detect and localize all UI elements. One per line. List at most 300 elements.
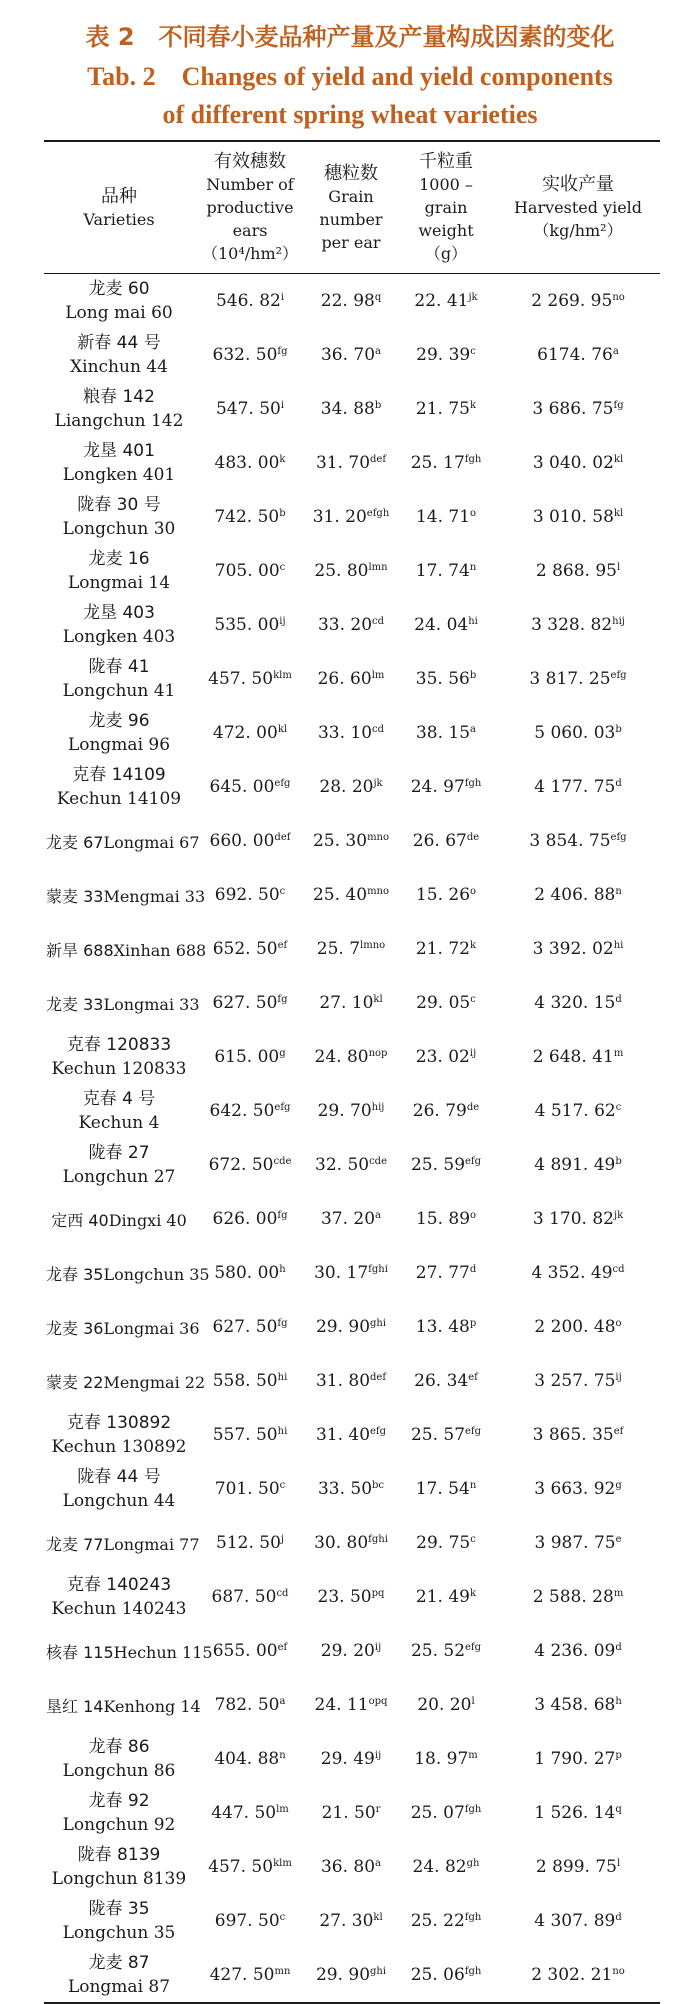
value: 14. 71 bbox=[415, 507, 471, 527]
significance-letters: fg bbox=[277, 1210, 288, 1221]
value: 25. 52 bbox=[410, 1641, 466, 1661]
variety-cn: 陇春 44 号 bbox=[77, 1467, 161, 1487]
cell-variety bbox=[44, 1138, 194, 1192]
value: 34. 88 bbox=[320, 399, 375, 419]
value: 18. 97 bbox=[414, 1749, 469, 1769]
caption-chinese: 表 2 不同春小麦品种产量及产量构成因素的变化 bbox=[85, 23, 615, 51]
cell-variety bbox=[44, 328, 194, 382]
table-row bbox=[44, 274, 660, 329]
variety-en: Longchun 41 bbox=[62, 681, 176, 701]
cell-thousand-grain-weight bbox=[396, 1408, 496, 1462]
variety-en: Long mai 60 bbox=[65, 303, 173, 323]
variety-en: Xinchun 44 bbox=[70, 357, 168, 377]
cell-variety bbox=[44, 1462, 194, 1516]
value: 21. 72 bbox=[415, 939, 470, 959]
table-row bbox=[44, 1732, 660, 1786]
variety-cn: 克春 14109 bbox=[72, 765, 166, 785]
cell-thousand-grain-weight bbox=[396, 1300, 496, 1354]
value: 24. 80 bbox=[314, 1047, 369, 1067]
cell-thousand-grain-weight bbox=[396, 976, 496, 1030]
cell-productive-ears bbox=[194, 1678, 306, 1732]
value: 26. 34 bbox=[414, 1371, 469, 1391]
cell-grain-number bbox=[306, 868, 396, 922]
significance-letters: c bbox=[615, 1102, 622, 1113]
value: 557. 50 bbox=[212, 1425, 278, 1445]
variety-en: Hechun 115 bbox=[113, 1642, 213, 1662]
value: 33. 10 bbox=[317, 723, 373, 743]
value: 29. 20 bbox=[320, 1641, 375, 1661]
significance-letters: mno bbox=[367, 832, 390, 843]
value: 672. 50 bbox=[208, 1155, 274, 1175]
table-row bbox=[44, 652, 660, 706]
variety-cn: 龙麦 36 bbox=[46, 1318, 104, 1338]
significance-letters: mno bbox=[367, 886, 390, 897]
variety-cn: 新春 44 号 bbox=[77, 333, 161, 353]
cell-variety bbox=[44, 1516, 200, 1570]
variety-cn: 龙春 35 bbox=[46, 1264, 104, 1284]
cell-harvested-yield bbox=[496, 1840, 660, 1894]
significance-letters: fgh bbox=[464, 454, 482, 465]
cell-grain-number bbox=[306, 922, 396, 976]
cell-harvested-yield bbox=[496, 1678, 660, 1732]
significance-letters: kl bbox=[613, 508, 624, 519]
value: 25. 17 bbox=[410, 453, 465, 473]
cell-thousand-grain-weight bbox=[396, 1138, 496, 1192]
cell-harvested-yield bbox=[496, 328, 660, 382]
value: 701. 50 bbox=[214, 1479, 280, 1499]
variety-cn: 新旱 688 bbox=[46, 940, 114, 960]
value: 17. 54 bbox=[415, 1479, 470, 1499]
significance-letters: n bbox=[469, 1480, 477, 1491]
header-tkw-cn: 千粒重 bbox=[419, 151, 473, 172]
value: 30. 17 bbox=[314, 1263, 369, 1283]
cell-variety bbox=[44, 1354, 206, 1408]
significance-letters: o bbox=[470, 1210, 477, 1221]
cell-grain-number bbox=[306, 1462, 396, 1516]
variety-en: Longchun 35 bbox=[62, 1923, 176, 1943]
header-grain-en: Grain number per ear bbox=[319, 186, 383, 252]
significance-letters: ghi bbox=[370, 1966, 387, 1977]
significance-letters: opq bbox=[368, 1696, 388, 1707]
cell-harvested-yield bbox=[496, 976, 660, 1030]
significance-letters: kl bbox=[613, 454, 624, 465]
cell-productive-ears bbox=[194, 1300, 306, 1354]
cell-productive-ears bbox=[194, 1732, 306, 1786]
value: 31. 80 bbox=[315, 1371, 371, 1391]
header-harvested-yield bbox=[496, 141, 660, 274]
value: 3 010. 58 bbox=[532, 507, 614, 527]
variety-cn: 龙麦 96 bbox=[88, 711, 150, 731]
value: 457. 50 bbox=[208, 1857, 274, 1877]
cell-harvested-yield bbox=[496, 1732, 660, 1786]
cell-grain-number bbox=[306, 1408, 396, 1462]
cell-harvested-yield bbox=[496, 1894, 660, 1948]
value: 483. 00 bbox=[214, 453, 280, 473]
significance-letters: ij bbox=[374, 1750, 382, 1761]
cell-thousand-grain-weight bbox=[396, 274, 496, 329]
value: 24. 82 bbox=[412, 1857, 467, 1877]
variety-en: Liangchun 142 bbox=[54, 411, 184, 431]
cell-grain-number bbox=[306, 1570, 396, 1624]
variety-cn: 龙垦 403 bbox=[83, 603, 155, 623]
value: 642. 50 bbox=[209, 1101, 275, 1121]
value: 29. 70 bbox=[317, 1101, 372, 1121]
cell-variety bbox=[44, 760, 194, 814]
variety-cn: 龙麦 60 bbox=[88, 279, 150, 299]
cell-productive-ears bbox=[194, 760, 306, 814]
value: 22. 98 bbox=[320, 291, 375, 311]
variety-cn: 粮春 142 bbox=[83, 387, 155, 407]
cell-thousand-grain-weight bbox=[396, 814, 496, 868]
variety-cn: 蒙麦 33 bbox=[46, 886, 104, 906]
significance-letters: hij bbox=[612, 616, 625, 627]
value: 2 868. 95 bbox=[535, 561, 617, 581]
caption-english-line-1: Tab. 2 Changes of yield and yield components bbox=[87, 62, 613, 91]
table-row bbox=[44, 1570, 660, 1624]
significance-letters: ef bbox=[468, 1372, 478, 1383]
table-caption bbox=[0, 16, 700, 134]
value: 427. 50 bbox=[209, 1965, 275, 1985]
cell-thousand-grain-weight bbox=[396, 1840, 496, 1894]
value: 26. 67 bbox=[412, 831, 467, 851]
variety-en: Xinhan 688 bbox=[113, 940, 207, 960]
significance-letters: d bbox=[615, 1642, 622, 1653]
cell-productive-ears bbox=[194, 868, 306, 922]
value: 25. 57 bbox=[410, 1425, 466, 1445]
significance-letters: c bbox=[470, 994, 476, 1005]
value: 1 526. 14 bbox=[534, 1803, 616, 1823]
cell-harvested-yield bbox=[496, 1354, 660, 1408]
variety-en: Mengmai 33 bbox=[103, 886, 206, 906]
header-ears-cn: 有效穗数 bbox=[214, 151, 286, 172]
value: 21. 75 bbox=[415, 399, 470, 419]
cell-thousand-grain-weight bbox=[396, 1678, 496, 1732]
value: 2 406. 88 bbox=[534, 885, 616, 905]
significance-letters: jk bbox=[373, 778, 383, 789]
cell-harvested-yield bbox=[496, 814, 660, 868]
variety-en: Longmai 14 bbox=[67, 573, 171, 593]
value: 25. 7 bbox=[316, 939, 361, 959]
variety-en: Mengmai 22 bbox=[103, 1372, 206, 1392]
variety-cn: 克春 140243 bbox=[66, 1575, 172, 1595]
value: 652. 50 bbox=[212, 939, 278, 959]
significance-letters: d bbox=[469, 1264, 477, 1275]
cell-harvested-yield bbox=[496, 1948, 660, 2003]
cell-variety bbox=[44, 976, 200, 1030]
variety-en: Kechun 14109 bbox=[56, 789, 182, 809]
variety-en: Kechun 4 bbox=[78, 1113, 160, 1133]
cell-productive-ears bbox=[194, 1138, 306, 1192]
variety-cn: 陇春 27 bbox=[88, 1143, 150, 1163]
table-row bbox=[44, 1084, 660, 1138]
caption-english-line-2: of different spring wheat varieties bbox=[162, 100, 538, 129]
significance-letters: h bbox=[279, 1264, 286, 1275]
value: 2 269. 95 bbox=[531, 291, 613, 311]
header-variety-en: Varieties bbox=[83, 209, 155, 229]
significance-letters: g bbox=[279, 1048, 286, 1059]
value: 3 854. 75 bbox=[529, 831, 611, 851]
cell-grain-number bbox=[306, 490, 396, 544]
cell-harvested-yield bbox=[496, 706, 660, 760]
significance-letters: efg bbox=[465, 1426, 482, 1437]
significance-letters: r bbox=[375, 1804, 381, 1815]
value: 27. 77 bbox=[415, 1263, 470, 1283]
header-ears-unit: （10⁴/hm²） bbox=[201, 244, 299, 263]
cell-thousand-grain-weight bbox=[396, 1732, 496, 1786]
value: 25. 59 bbox=[410, 1155, 466, 1175]
significance-letters: a bbox=[470, 724, 477, 735]
cell-grain-number bbox=[306, 1948, 396, 2003]
significance-letters: l bbox=[616, 1858, 621, 1869]
significance-letters: efg bbox=[370, 1426, 387, 1437]
cell-grain-number bbox=[306, 1516, 396, 1570]
table-row bbox=[44, 490, 660, 544]
significance-letters: fgh bbox=[464, 778, 482, 789]
value: 31. 40 bbox=[315, 1425, 371, 1445]
cell-grain-number bbox=[306, 1894, 396, 1948]
significance-letters: fg bbox=[277, 994, 288, 1005]
cell-variety bbox=[44, 652, 194, 706]
value: 512. 50 bbox=[216, 1533, 281, 1553]
value: 33. 50 bbox=[317, 1479, 373, 1499]
variety-en: Kechun 130892 bbox=[51, 1437, 187, 1457]
variety-en: Dingxi 40 bbox=[108, 1210, 187, 1230]
table-row bbox=[44, 922, 660, 976]
variety-en: Longchun 30 bbox=[62, 519, 176, 539]
table-row bbox=[44, 868, 660, 922]
cell-thousand-grain-weight bbox=[396, 598, 496, 652]
value: 23. 50 bbox=[317, 1587, 372, 1607]
significance-letters: gh bbox=[466, 1858, 480, 1869]
table-header bbox=[44, 141, 660, 274]
value: 26. 60 bbox=[317, 669, 372, 689]
significance-letters: a bbox=[612, 346, 619, 357]
cell-grain-number bbox=[306, 382, 396, 436]
significance-letters: g bbox=[615, 1480, 622, 1491]
value: 4 177. 75 bbox=[534, 777, 616, 797]
table-row bbox=[44, 436, 660, 490]
value: 25. 07 bbox=[410, 1803, 465, 1823]
cell-productive-ears bbox=[194, 652, 306, 706]
cell-variety bbox=[44, 814, 200, 868]
cell-grain-number bbox=[306, 598, 396, 652]
cell-harvested-yield bbox=[496, 382, 660, 436]
significance-letters: no bbox=[612, 292, 625, 303]
significance-letters: o bbox=[470, 508, 477, 519]
table-row bbox=[44, 1408, 660, 1462]
significance-letters: def bbox=[370, 1372, 387, 1383]
significance-letters: k bbox=[470, 1588, 477, 1599]
significance-letters: b bbox=[615, 1156, 622, 1167]
value: 29. 75 bbox=[416, 1533, 471, 1553]
value: 24. 97 bbox=[410, 777, 465, 797]
value: 21. 50 bbox=[321, 1803, 376, 1823]
cell-productive-ears bbox=[194, 1570, 306, 1624]
significance-letters: fgh bbox=[464, 1912, 482, 1923]
significance-letters: i bbox=[280, 292, 285, 303]
significance-letters: fg bbox=[277, 1318, 288, 1329]
significance-letters: p bbox=[469, 1318, 477, 1329]
value: 22. 41 bbox=[414, 291, 469, 311]
cell-grain-number bbox=[306, 1786, 396, 1840]
cell-grain-number bbox=[306, 1030, 396, 1084]
value: 17. 74 bbox=[415, 561, 470, 581]
cell-productive-ears bbox=[194, 436, 306, 490]
value: 627. 50 bbox=[212, 1317, 278, 1337]
cell-thousand-grain-weight bbox=[396, 1192, 496, 1246]
value: 29. 39 bbox=[416, 345, 471, 365]
significance-letters: j bbox=[280, 1534, 284, 1545]
cell-thousand-grain-weight bbox=[396, 1246, 496, 1300]
variety-cn: 克春 120833 bbox=[66, 1035, 172, 1055]
value: 3 686. 75 bbox=[532, 399, 614, 419]
variety-en: Longmai 77 bbox=[103, 1534, 200, 1554]
value: 472. 00 bbox=[212, 723, 278, 743]
significance-letters: efg bbox=[274, 778, 291, 789]
cell-grain-number bbox=[306, 760, 396, 814]
significance-letters: nop bbox=[368, 1048, 388, 1059]
header-productive-ears bbox=[194, 141, 306, 274]
header-thousand-grain-weight bbox=[396, 141, 496, 274]
cell-thousand-grain-weight bbox=[396, 922, 496, 976]
variety-cn: 龙麦 77 bbox=[46, 1534, 104, 1554]
value: 535. 00 bbox=[214, 615, 280, 635]
variety-cn: 定西 40 bbox=[51, 1210, 109, 1230]
table-row bbox=[44, 598, 660, 652]
value: 2 899. 75 bbox=[535, 1857, 617, 1877]
variety-cn: 龙麦 87 bbox=[88, 1953, 150, 1973]
cell-productive-ears bbox=[194, 1354, 306, 1408]
table-row bbox=[44, 1516, 660, 1570]
table-row bbox=[44, 1678, 660, 1732]
value: 3 663. 92 bbox=[534, 1479, 616, 1499]
value: 38. 15 bbox=[415, 723, 471, 743]
cell-harvested-yield bbox=[496, 1408, 660, 1462]
header-yield-unit: （kg/hm²） bbox=[533, 221, 623, 240]
variety-en: Longken 401 bbox=[62, 465, 176, 485]
cell-thousand-grain-weight bbox=[396, 1570, 496, 1624]
significance-letters: m bbox=[613, 1048, 624, 1059]
significance-letters: a bbox=[279, 1696, 286, 1707]
significance-letters: d bbox=[615, 1912, 622, 1923]
cell-grain-number bbox=[306, 652, 396, 706]
value: 404. 88 bbox=[214, 1749, 280, 1769]
value: 32. 50 bbox=[315, 1155, 370, 1175]
significance-letters: c bbox=[279, 886, 286, 897]
significance-letters: b bbox=[615, 724, 622, 735]
cell-thousand-grain-weight bbox=[396, 1894, 496, 1948]
significance-letters: kl bbox=[277, 724, 288, 735]
value: 29. 05 bbox=[416, 993, 471, 1013]
significance-letters: c bbox=[279, 1912, 286, 1923]
cell-productive-ears bbox=[194, 382, 306, 436]
value: 28. 20 bbox=[319, 777, 374, 797]
significance-letters: m bbox=[468, 1750, 478, 1761]
value: 546. 82 bbox=[215, 291, 281, 311]
cell-thousand-grain-weight bbox=[396, 652, 496, 706]
significance-letters: fghi bbox=[368, 1534, 388, 1545]
significance-letters: kl bbox=[373, 1912, 383, 1923]
value: 3 987. 75 bbox=[534, 1533, 616, 1553]
cell-harvested-yield bbox=[496, 1300, 660, 1354]
cell-productive-ears bbox=[194, 1948, 306, 2003]
cell-productive-ears bbox=[194, 706, 306, 760]
significance-letters: hi bbox=[468, 616, 478, 627]
value: 21. 49 bbox=[415, 1587, 470, 1607]
value: 26. 79 bbox=[412, 1101, 467, 1121]
significance-letters: cd bbox=[372, 616, 385, 627]
value: 36. 70 bbox=[320, 345, 376, 365]
cell-thousand-grain-weight bbox=[396, 760, 496, 814]
cell-variety bbox=[44, 1948, 194, 2003]
cell-grain-number bbox=[306, 1732, 396, 1786]
significance-letters: ef bbox=[277, 940, 288, 951]
cell-harvested-yield bbox=[496, 1786, 660, 1840]
table-row bbox=[44, 544, 660, 598]
header-grain-number bbox=[306, 141, 396, 274]
cell-grain-number bbox=[306, 436, 396, 490]
significance-letters: klm bbox=[273, 1858, 292, 1869]
value: 31. 70 bbox=[315, 453, 371, 473]
cell-variety bbox=[44, 436, 194, 490]
value: 4 307. 89 bbox=[534, 1911, 616, 1931]
table-row bbox=[44, 706, 660, 760]
table-row bbox=[44, 1192, 660, 1246]
significance-letters: bc bbox=[372, 1480, 385, 1491]
cell-grain-number bbox=[306, 544, 396, 598]
significance-letters: lm bbox=[371, 670, 385, 681]
table-row bbox=[44, 1948, 660, 2003]
significance-letters: n bbox=[279, 1750, 286, 1761]
variety-en: Longmai 33 bbox=[103, 994, 200, 1014]
variety-en: Longchun 44 bbox=[62, 1491, 176, 1511]
value: 3 392. 02 bbox=[532, 939, 614, 959]
variety-cn: 龙垦 401 bbox=[83, 441, 155, 461]
significance-letters: jk bbox=[468, 292, 478, 303]
value: 3 865. 35 bbox=[532, 1425, 614, 1445]
header-variety bbox=[44, 141, 194, 274]
value: 29. 90 bbox=[315, 1317, 371, 1337]
significance-letters: c bbox=[470, 1534, 476, 1545]
cell-productive-ears bbox=[194, 814, 306, 868]
cell-thousand-grain-weight bbox=[396, 382, 496, 436]
cell-grain-number bbox=[306, 1678, 396, 1732]
significance-letters: q bbox=[374, 292, 382, 303]
table-row bbox=[44, 1300, 660, 1354]
value: 5 060. 03 bbox=[534, 723, 616, 743]
value: 24. 04 bbox=[414, 615, 469, 635]
variety-en: Longchun 86 bbox=[62, 1761, 176, 1781]
value: 1 790. 27 bbox=[534, 1749, 616, 1769]
significance-letters: e bbox=[615, 1534, 622, 1545]
cell-harvested-yield bbox=[496, 760, 660, 814]
cell-harvested-yield bbox=[496, 652, 660, 706]
significance-letters: d bbox=[615, 778, 622, 789]
significance-letters: fg bbox=[613, 400, 624, 411]
significance-letters: fgh bbox=[464, 1966, 482, 1977]
cell-grain-number bbox=[306, 1192, 396, 1246]
significance-letters: hi bbox=[277, 1372, 288, 1383]
value: 3 257. 75 bbox=[534, 1371, 616, 1391]
cell-harvested-yield bbox=[496, 1030, 660, 1084]
variety-en: Kechun 120833 bbox=[51, 1059, 187, 1079]
table-row bbox=[44, 1840, 660, 1894]
cell-harvested-yield bbox=[496, 1462, 660, 1516]
value: 29. 90 bbox=[315, 1965, 371, 1985]
cell-productive-ears bbox=[194, 274, 306, 329]
cell-variety bbox=[44, 1894, 194, 1948]
cell-harvested-yield bbox=[496, 274, 660, 329]
